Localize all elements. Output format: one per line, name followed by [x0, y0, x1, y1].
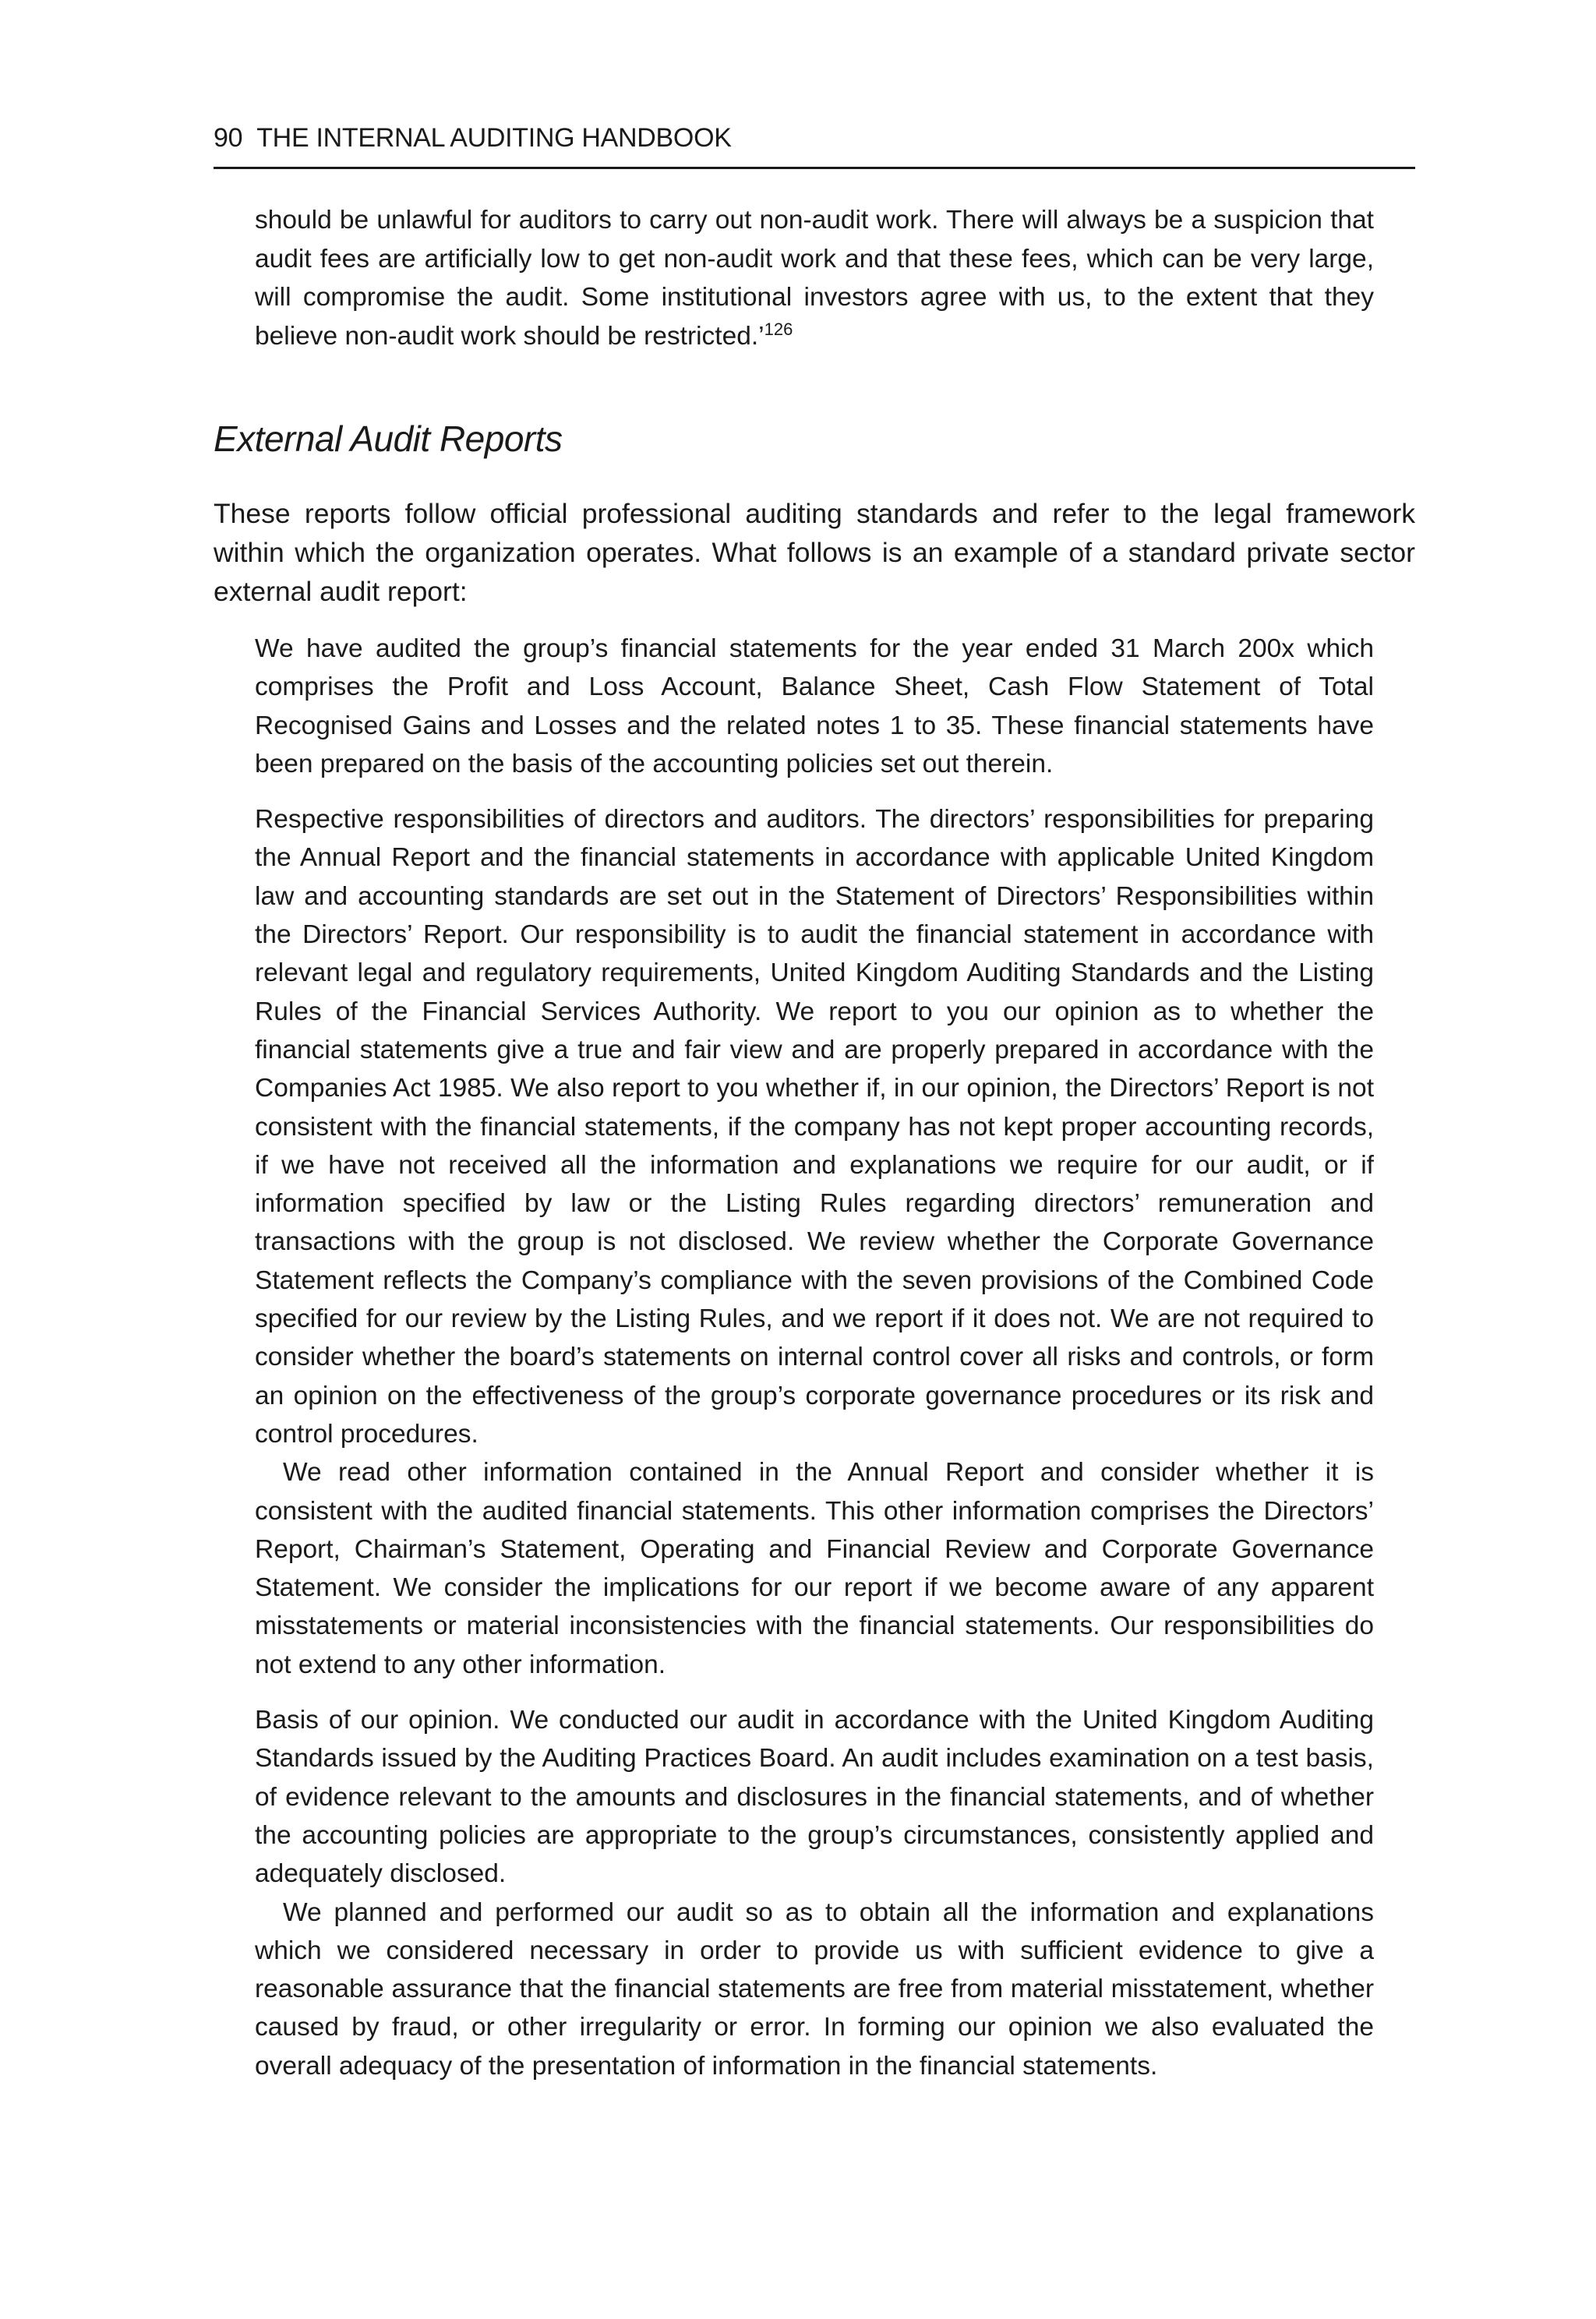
page-number: 90 — [214, 123, 243, 153]
report-paragraph-planning: We planned and performed our audit so as to obtain all the information and explanations which we considered necessary in order to provide us with sufficient evidence to give a reasonable assurance that the financial statements are free from material misstatement, whether caused by fraud, or other irregularity or error. In forming our opinion we also evaluated the overall adequacy of the presentation of information in the financial statements. — [255, 1897, 1374, 2081]
opening-quote — [255, 201, 1374, 355]
section-intro-paragraph: These reports follow official professional auditing standards and refer to the legal framework within which the organization operates. What follows is an example of a standard private sector external audit report: — [214, 498, 1415, 607]
footnote-reference: 126 — [764, 319, 793, 339]
report-paragraph-responsibilities: Respective responsibilities of directors and auditors. The directors’ responsibilities for preparing the Annual Report and the financial statements in accordance with applicable United Kingdom law and accounting standards are set out in the Statement of Directors’ Responsibilities within the Directors’ Report. Our responsibility is to audit the financial statement in accordance with relevant legal and regulatory requirements, United Kingdom Auditing Standards and the Listing Rules of the Financial Services Authority. We report to you our opinion as to whether the financial statements give a true and fair view and are properly prepared in accordance with the Companies Act 1985. We also report to you whether if, in our opinion, the Directors’ Report is not consistent with the financial statements, if the company has not kept proper accounting records, if we have not received all the information and explanations we require for our audit, or if information specified by law or the Listing Rules regarding directors’ remuneration and transactions with the group is not disclosed. We review whether the Corporate Governance Statement reflects the Company’s compliance with the seven provisions of the Combined Code specified for our review by the Listing Rules, and we report if it does not. We are not required to consider whether the board’s statements on internal control cover all risks and controls, or form an opinion on the effectiveness of the group’s corporate governance procedures or its risk and control procedures. — [255, 805, 1374, 1449]
report-paragraph-other-information: We read other information contained in the Annual Report and consider whether it is consistent with the audited financial statements. This other information comprises the Directors’ Report, Chairman’s Statement, Operating and Financial Review and Corporate Governance Statement. We consider the implications for our report if we become aware of any apparent misstatements or material inconsistencies with the financial statements. Our responsibilities do not extend to any other information. — [255, 1458, 1374, 1679]
book-title: THE INTERNAL AUDITING HANDBOOK — [256, 123, 732, 153]
running-head — [214, 122, 1415, 154]
report-paragraph-scope: We have audited the group’s financial statements for the year ended 31 March 200x which comprises the Profit and Loss Account, Balance Sheet, Cash Flow Statement of Total Recognised Gains and Losses and the related notes 1 to 35. These financial statements have been prepared on the basis of the accounting policies set out therein. — [255, 634, 1374, 778]
audit-report-example — [255, 630, 1374, 2085]
report-paragraph-basis-of-opinion: Basis of our opinion. We conducted our audit in accordance with the United Kingdom Auditing Standards issued by the Auditing Practices Board. An audit includes examination on a test basis, of evidence relevant to the amounts and disclosures in the financial statements, and of whether the accounting policies are appropriate to the group’s circumstances, consistently applied and adequately disclosed. — [255, 1706, 1374, 1889]
opening-quote-text: should be unlawful for auditors to carry out non-audit work. There will always be a suspicion that audit fees are artificially low to get non-audit work and that these fees, which can be very large, will compromise the audit. Some institutional investors agree with us, to the extent that they believe non-audit work should be restricted.’ — [255, 206, 1374, 351]
page-content — [214, 201, 1415, 2085]
header-rule — [214, 167, 1415, 169]
section-heading: External Audit Reports — [214, 418, 563, 459]
